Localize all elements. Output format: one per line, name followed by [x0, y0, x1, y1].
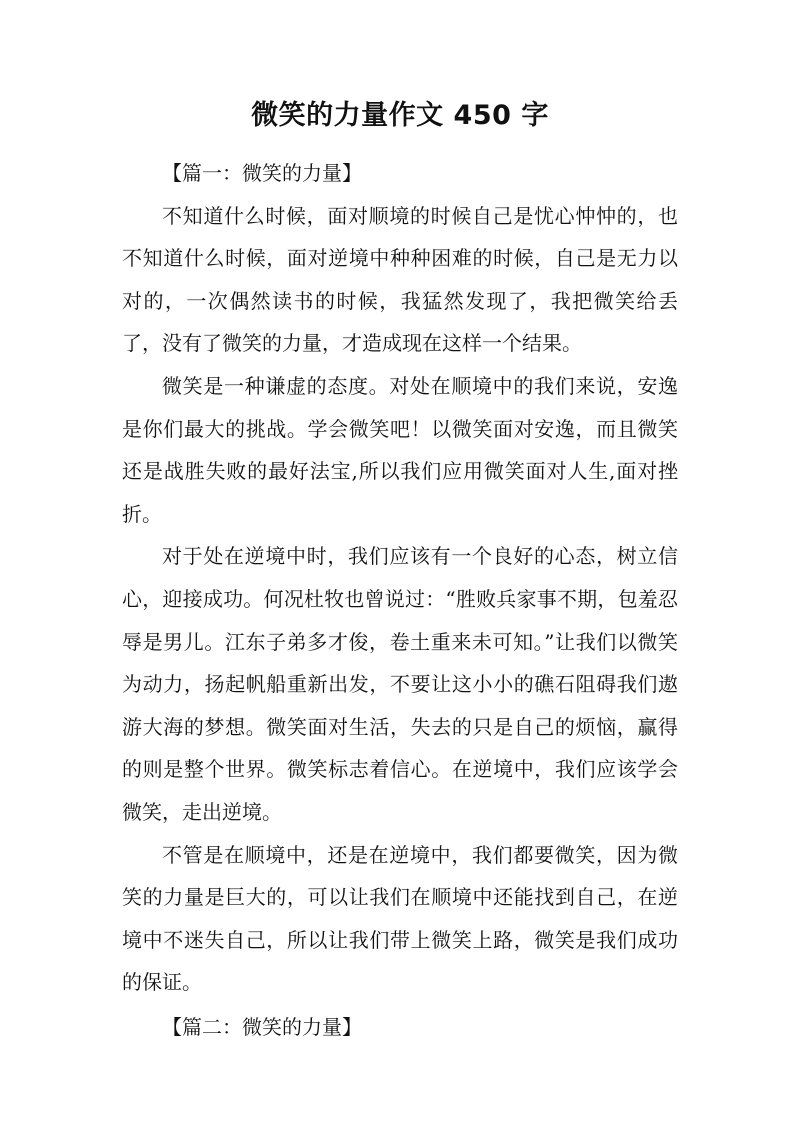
paragraph-1: 不知道什么时候，面对顺境的时候自己是忧心忡忡的，也不知道什么时候，面对逆境中种种困难的时候，自己是无力以对的，一次偶然读书的时候，我猛然发现了，我把微笑给丢了，没有了微笑的力量，才造成现在这样一个结果。 [122, 203, 678, 356]
section-heading-1: 【篇一：微笑的力量】 [162, 161, 362, 185]
section-heading-2: 【篇二：微笑的力量】 [162, 1014, 362, 1039]
paragraph-2: 微笑是一种谦虚的态度。对处在顺境中的我们来说，安逸是你们最大的挑战。学会微笑吧！以微笑面对安逸，而且微笑还是战胜失败的最好法宝,所以我们应用微笑面对人生,面对挫折。 [122, 373, 678, 526]
document-title: 微笑的力量作文 450 字 [251, 100, 549, 131]
document-body [122, 152, 678, 1048]
paragraph-4: 不管是在顺境中，还是在逆境中，我们都要微笑，因为微笑的力量是巨大的，可以让我们在顺境中还能找到自己，在逆境中不迷失自己，所以让我们带上微笑上路，微笑是我们成功的保证。 [122, 842, 678, 995]
paragraph-3: 对于处在逆境中时，我们应该有一个良好的心态，树立信心，迎接成功。何况杜牧也曾说过：“胜败兵家事不期，包羞忍辱是男儿。江东子弟多才俊，卷土重来未可知。”让我们以微笑为动力，扬起帆船重新出发，不要让这小小的礁石阻碍我们遨游大海的梦想。微笑面对生活，失去的只是自己的烦恼，赢得的则是整个世界。微笑标志着信心。在逆境中，我们应该学会微笑，走出逆境。 [122, 544, 678, 824]
